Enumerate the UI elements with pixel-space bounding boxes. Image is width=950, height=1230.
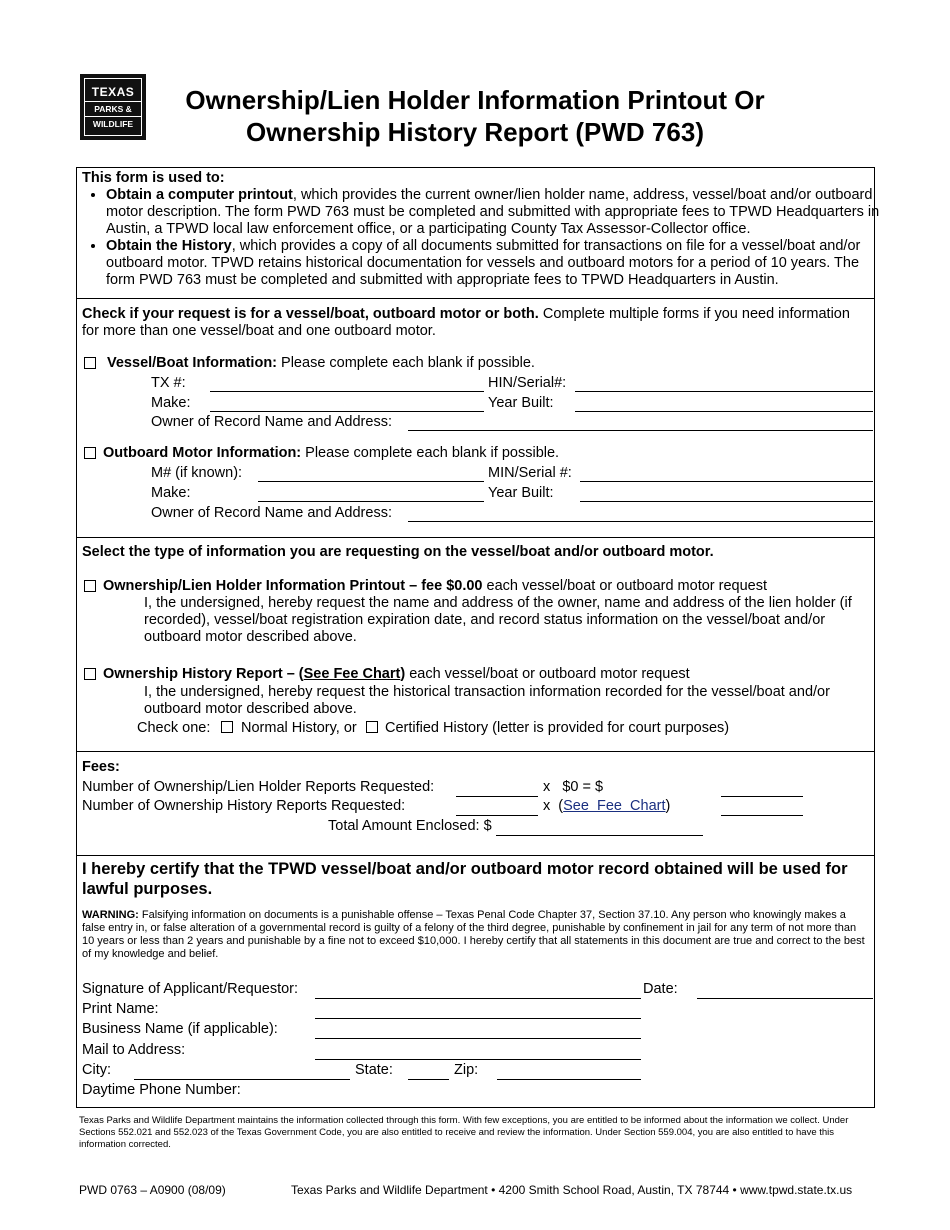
type-section-heading: Select the type of information you are requesting on the vessel/boat and/or outboard motor. — [82, 544, 714, 560]
vessel-tx-label: TX #: — [151, 375, 186, 391]
vessel-checkbox[interactable] — [84, 357, 96, 369]
motor-checkbox[interactable] — [84, 447, 96, 459]
signature-label: Signature of Applicant/Requestor: — [82, 981, 299, 997]
vessel-owner-field[interactable] — [408, 430, 873, 431]
print-name-label: Print Name: — [82, 1001, 159, 1017]
fees-total-label: Total Amount Enclosed: $ — [328, 818, 492, 834]
divider-4 — [76, 855, 874, 856]
vessel-make-field[interactable] — [210, 411, 484, 412]
certify-heading: I hereby certify that the TPWD vessel/boat and/or outboard motor record obtained will be used for lawful purposes. — [82, 860, 848, 898]
fees-fee-chart-link[interactable]: See Fee Chart — [563, 798, 666, 814]
motor-owner-label: Owner of Record Name and Address: — [151, 505, 392, 521]
normal-history-checkbox[interactable] — [221, 721, 233, 733]
date-field[interactable] — [697, 998, 873, 999]
vessel-tx-field[interactable] — [210, 391, 484, 392]
fees-row2-calc: x (See Fee Chart) — [543, 798, 671, 814]
tpwd-logo — [80, 74, 146, 140]
printout-checkbox[interactable] — [84, 580, 96, 592]
vessel-year-label: Year Built: — [488, 395, 554, 411]
intro-bullet-printout: • Obtain a computer printout, which provides the current owner/lien holder name, address, vessel/boat and/or outboard motor description. The form PWD 763 must be completed and submitted with appropriate fees to TPWD Headquarters in Austin, a TPWD local law enforcement office, or a participating County Tax Assessor-Collector office. — [106, 187, 891, 238]
motor-m-field[interactable] — [258, 481, 484, 482]
fees-row1-calc: x $0 = $ — [543, 779, 604, 795]
state-field[interactable] — [408, 1079, 449, 1080]
page-title — [150, 84, 800, 148]
footer-address: Texas Parks and Wildlife Department • 4200 Smith School Road, Austin, TX 78744 • www.tpwd.state.tx.us — [291, 1183, 853, 1197]
history-title: Ownership History Report – (See Fee Chart) each vessel/boat or outboard motor request — [103, 666, 690, 682]
fees-row1-amount-field[interactable] — [721, 796, 803, 797]
date-label: Date: — [643, 981, 678, 997]
footer-form-id: PWD 0763 – A0900 (08/09) — [79, 1183, 226, 1197]
fees-total-field[interactable] — [496, 835, 703, 836]
privacy-notice: Texas Parks and Wildlife Department maintains the information collected through this form. With few exceptions, you are entitled to be informed about the information we collect. Under Sections 552.021 and 552.023 of the Texas Government Code, you are also entitled to receive and review the information. Under Section 559.004, you are also entitled to have this information corrected. — [79, 1115, 849, 1150]
printout-body: I, the undersigned, hereby request the name and address of the owner, name and address of the lien holder (if recorded), vessel/boat registration expiration date, and record status information on the vessel/boat and/or outboard motor described above. — [144, 595, 852, 645]
divider-3 — [76, 751, 874, 752]
printout-title: Ownership/Lien Holder Information Printout – fee $0.00 each vessel/boat or outboard motor request — [103, 578, 768, 594]
vessel-section-title: Vessel/Boat Information: Please complete each blank if possible. — [107, 355, 535, 371]
city-field[interactable] — [134, 1079, 350, 1080]
print-name-field[interactable] — [315, 1018, 641, 1019]
motor-make-label: Make: — [151, 485, 191, 501]
fees-row1-label: Number of Ownership/Lien Holder Reports Requested: — [82, 779, 435, 795]
motor-year-label: Year Built: — [488, 485, 554, 501]
vessel-hin-label: HIN/Serial#: — [488, 375, 567, 391]
zip-field[interactable] — [497, 1079, 641, 1080]
fees-row1-qty-field[interactable] — [456, 796, 538, 797]
motor-section-title: Outboard Motor Information: Please complete each blank if possible. — [103, 445, 560, 461]
city-label: City: — [82, 1062, 111, 1078]
vessel-make-label: Make: — [151, 395, 191, 411]
title-line-2: Ownership History Report (PWD 763) — [246, 117, 704, 147]
title-line-1: Ownership/Lien Holder Information Printout Or — [185, 85, 765, 115]
history-fee-chart-link[interactable]: See Fee Chart — [303, 666, 401, 682]
signature-field[interactable] — [315, 998, 641, 999]
history-check-one-label: Check one: — [137, 720, 211, 736]
divider-2 — [76, 537, 874, 538]
motor-min-field[interactable] — [580, 481, 873, 482]
divider-1 — [76, 298, 874, 299]
fees-row2-amount-field[interactable] — [721, 815, 803, 816]
state-label: State: — [355, 1062, 393, 1078]
certified-history-checkbox[interactable] — [366, 721, 378, 733]
fees-row2-label: Number of Ownership History Reports Requested: — [82, 798, 406, 814]
phone-label: Daytime Phone Number: — [82, 1082, 241, 1098]
vessel-year-field[interactable] — [575, 411, 873, 412]
certified-history-label: Certified History (letter is provided for court purposes) — [385, 720, 730, 736]
motor-min-label: MIN/Serial #: — [488, 465, 572, 481]
history-body: I, the undersigned, hereby request the historical transaction information recorded for the vessel/boat and/or outboard motor described above. — [144, 684, 830, 717]
logo-text-wildlife: WILDLIFE — [92, 119, 134, 129]
logo-text-parks: PARKS & — [94, 104, 132, 114]
mail-address-label: Mail to Address: — [82, 1042, 186, 1058]
motor-make-field[interactable] — [258, 501, 484, 502]
vessel-owner-label: Owner of Record Name and Address: — [151, 414, 392, 430]
intro-bullets — [82, 187, 891, 289]
history-checkbox[interactable] — [84, 668, 96, 680]
business-name-field[interactable] — [315, 1038, 641, 1039]
intro-heading: This form is used to: — [82, 170, 225, 186]
motor-m-label: M# (if known): — [151, 465, 243, 481]
mail-address-field[interactable] — [315, 1059, 641, 1060]
zip-label: Zip: — [454, 1062, 479, 1078]
fees-row2-qty-field[interactable] — [456, 815, 538, 816]
business-name-label: Business Name (if applicable): — [82, 1021, 278, 1037]
check-section-heading: Check if your request is for a vessel/boat, outboard motor or both. Complete multiple forms if you need information for more than one vessel/boat and one outboard motor. — [82, 306, 850, 339]
normal-history-label: Normal History, or — [241, 720, 357, 736]
vessel-hin-field[interactable] — [575, 391, 873, 392]
intro-bullet-history: • Obtain the History, which provides a copy of all documents submitted for transactions on file for a vessel/boat and/or outboard motor. TPWD retains historical documentation for vessels and outboard motors for a period of 10 years. The form PWD 763 must be completed and submitted with appropriate fees to TPWD Headquarters in Austin. — [106, 238, 891, 289]
motor-year-field[interactable] — [580, 501, 873, 502]
motor-owner-field[interactable] — [408, 521, 873, 522]
fees-heading: Fees: — [82, 759, 120, 775]
logo-text-texas: TEXAS — [91, 85, 135, 99]
warning-text: WARNING: Falsifying information on documents is a punishable offense – Texas Penal Code Chapter 37, Section 37.10. Any person who knowingly makes a false entry in, or false alteration of a governmental record is guilty of a felony of the third degree, punishable by confinement in jail for any term of not more than 10 years or less than 2 years and punishable by a fine not to exceed $10,000. I hereby certify that all statements in this document are true and correct to the best of my knowledge and belief. — [82, 909, 865, 960]
